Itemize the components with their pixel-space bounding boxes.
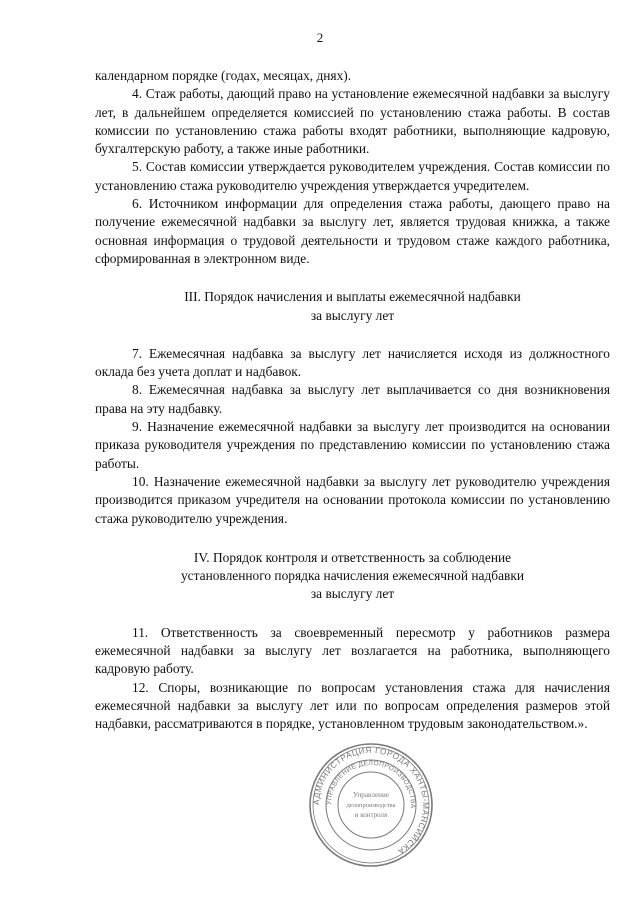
paragraph-7: 7. Ежемесячная надбавка за выслугу лет начисляется исходя из должностного оклада без учета доплат и надбавок. (95, 345, 610, 380)
section-4-heading-line-1: IV. Порядок контроля и ответственность за соблюдение (193, 549, 512, 565)
page-number: 2 (316, 30, 324, 45)
stamp-inner-text: УПРАВЛЕНИЕ ДЕЛОПРОИЗВОДСТВА (325, 759, 417, 809)
paragraph-6: 6. Источником информации для определения стажа работы, дающего право на получение ежемесячной надбавки за выслугу лет, является трудовая книжка, а также основная информация о трудовой деятельности и трудовом стаже каждого работника, сформированная в электронном виде. (95, 196, 610, 266)
stamp-center-line-1: Управление (352, 791, 390, 799)
section-4-heading-line-2: установленного порядка начисления ежемесячной надбавки (180, 568, 525, 584)
stamp-outer-text: АДМИНИСТРАЦИЯ ГОРОДА ХАНТЫ-МАНСИЙСКА (311, 745, 431, 857)
section-3-heading-line-2: за выслугу лет (310, 307, 395, 323)
paragraph-11: 11. Ответственность за своевременный пересмотр у работников размера ежемесячной надбавки за выслугу лет возлагается на работника, выполняющего кадровую работу. (95, 624, 610, 677)
paragraph-4: 4. Стаж работы, дающий право на установление ежемесячной надбавки за выслугу лет, в дальнейшем определяется комиссией по установлению стажа работы. В состав комиссии по установлению стажа работы входят работники, выполняющие кадровую, бухгалтерскую работу, а также иные работники. (95, 86, 610, 157)
document-body (95, 67, 610, 734)
stamp-center-line-3: и контроля (354, 811, 388, 819)
stamp-center-line-2: делопроизводства (346, 802, 396, 809)
paragraph-9: 9. Назначение ежемесячной надбавки за выслугу лет производится на основании приказа руководителя учреждения по представлению комиссии по установлению стажа работы. (95, 419, 610, 471)
official-stamp (308, 742, 434, 868)
paragraph-5: 5. Состав комиссии утверждается руководителем учреждения. Состав комиссии по установлению стажа руководителю учреждения утверждается учредителем. (95, 159, 610, 193)
paragraph-12: 12. Споры, возникающие по вопросам установления стажа для начисления ежемесячной надбавки за выслугу лет или по вопросам определения размеров этой надбавки, рассматриваются в порядке, установленном трудовым законодательством.». (95, 679, 610, 732)
paragraph-10: 10. Назначение ежемесячной надбавки за выслугу лет руководителю учреждения производится приказом учредителя на основании протокола комиссии по установлению стажа руководителю учреждения. (95, 473, 610, 526)
section-3-heading (95, 288, 610, 325)
section-4-heading-line-3: за выслугу лет (310, 586, 395, 602)
section-3-heading-line-1: III. Порядок начисления и выплаты ежемесячной надбавки (184, 289, 521, 305)
paragraph-8: 8. Ежемесячная надбавка за выслугу лет выплачивается со дня возникновения права на эту надбавку. (95, 382, 610, 416)
section-4-heading (95, 549, 610, 604)
paragraph-continuation: календарном порядке (годах, месяцах, днях). (95, 68, 352, 83)
